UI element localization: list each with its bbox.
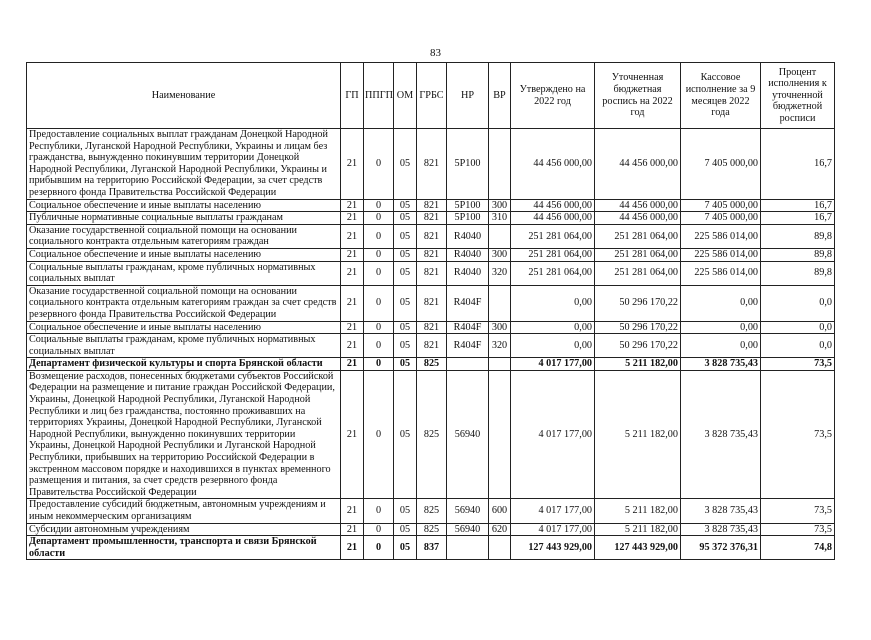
cell-pgp: 0 xyxy=(364,224,394,248)
cell-refined: 5 211 182,00 xyxy=(595,499,681,523)
cell-approved: 0,00 xyxy=(511,334,595,358)
cell-gp: 21 xyxy=(341,370,364,499)
cell-cash: 7 405 000,00 xyxy=(681,199,761,212)
cell-grbs: 825 xyxy=(417,499,447,523)
cell-refined: 44 456 000,00 xyxy=(595,212,681,225)
cell-cash: 3 828 735,43 xyxy=(681,370,761,499)
cell-approved: 44 456 000,00 xyxy=(511,212,595,225)
cell-name: Социальное обеспечение и иные выплаты населению xyxy=(27,199,341,212)
cell-refined: 251 281 064,00 xyxy=(595,261,681,285)
cell-pgp: 0 xyxy=(364,370,394,499)
cell-percent: 16,7 xyxy=(761,129,835,200)
cell-pgp: 0 xyxy=(364,199,394,212)
cell-cash: 95 372 376,31 xyxy=(681,536,761,560)
cell-vr xyxy=(489,285,511,321)
cell-cash: 225 586 014,00 xyxy=(681,261,761,285)
cell-vr: 300 xyxy=(489,248,511,261)
col-header-pgp: ППГП xyxy=(364,63,394,129)
cell-vr: 320 xyxy=(489,261,511,285)
cell-grbs: 821 xyxy=(417,199,447,212)
cell-grbs: 821 xyxy=(417,224,447,248)
cell-vr: 320 xyxy=(489,334,511,358)
cell-pgp: 0 xyxy=(364,129,394,200)
cell-percent: 73,5 xyxy=(761,358,835,371)
cell-nr: R404F xyxy=(447,334,489,358)
cell-nr: R4040 xyxy=(447,261,489,285)
cell-vr: 600 xyxy=(489,499,511,523)
cell-gp: 21 xyxy=(341,212,364,225)
cell-cash: 3 828 735,43 xyxy=(681,499,761,523)
cell-vr xyxy=(489,129,511,200)
cell-nr: 56940 xyxy=(447,370,489,499)
cell-gp: 21 xyxy=(341,129,364,200)
table-row xyxy=(27,321,835,334)
cell-approved: 4 017 177,00 xyxy=(511,370,595,499)
cell-refined: 251 281 064,00 xyxy=(595,224,681,248)
cell-cash: 225 586 014,00 xyxy=(681,248,761,261)
cell-approved: 4 017 177,00 xyxy=(511,358,595,371)
cell-gp: 21 xyxy=(341,334,364,358)
cell-name: Социальные выплаты гражданам, кроме публичных нормативных социальных выплат xyxy=(27,261,341,285)
cell-vr: 310 xyxy=(489,212,511,225)
cell-pgp: 0 xyxy=(364,523,394,536)
cell-om: 05 xyxy=(394,358,417,371)
cell-grbs: 821 xyxy=(417,321,447,334)
cell-grbs: 825 xyxy=(417,370,447,499)
cell-vr xyxy=(489,358,511,371)
cell-refined: 50 296 170,22 xyxy=(595,285,681,321)
cell-name: Департамент промышленности, транспорта и связи Брянской области xyxy=(27,536,341,560)
cell-name: Предоставление субсидий бюджетным, автономным учреждениям и иным некоммерческим организациям xyxy=(27,499,341,523)
cell-approved: 44 456 000,00 xyxy=(511,199,595,212)
cell-pgp: 0 xyxy=(364,358,394,371)
cell-name: Оказание государственной социальной помощи на основании социального контракта отдельным категориям граждан xyxy=(27,224,341,248)
cell-grbs: 821 xyxy=(417,129,447,200)
cell-percent: 0,0 xyxy=(761,334,835,358)
cell-nr: 56940 xyxy=(447,523,489,536)
cell-om: 05 xyxy=(394,224,417,248)
cell-percent: 73,5 xyxy=(761,523,835,536)
cell-vr: 620 xyxy=(489,523,511,536)
cell-percent: 89,8 xyxy=(761,261,835,285)
cell-percent: 16,7 xyxy=(761,199,835,212)
table-row xyxy=(27,285,835,321)
cell-gp: 21 xyxy=(341,224,364,248)
cell-pgp: 0 xyxy=(364,212,394,225)
cell-grbs: 837 xyxy=(417,536,447,560)
cell-refined: 44 456 000,00 xyxy=(595,199,681,212)
cell-percent: 73,5 xyxy=(761,499,835,523)
cell-vr xyxy=(489,224,511,248)
col-header-percent: Процент исполнения к уточненной бюджетной росписи xyxy=(761,63,835,129)
cell-om: 05 xyxy=(394,199,417,212)
table-row xyxy=(27,261,835,285)
cell-name: Публичные нормативные социальные выплаты гражданам xyxy=(27,212,341,225)
cell-grbs: 825 xyxy=(417,358,447,371)
cell-percent: 74,8 xyxy=(761,536,835,560)
cell-grbs: 825 xyxy=(417,523,447,536)
table-row xyxy=(27,212,835,225)
cell-percent: 89,8 xyxy=(761,224,835,248)
cell-percent: 0,0 xyxy=(761,321,835,334)
cell-cash: 0,00 xyxy=(681,334,761,358)
cell-gp: 21 xyxy=(341,261,364,285)
col-header-nr: НР xyxy=(447,63,489,129)
cell-approved: 0,00 xyxy=(511,321,595,334)
table-row xyxy=(27,248,835,261)
cell-approved: 4 017 177,00 xyxy=(511,523,595,536)
page-number: 83 xyxy=(430,47,441,59)
cell-percent: 16,7 xyxy=(761,212,835,225)
cell-nr: R404F xyxy=(447,321,489,334)
cell-approved: 44 456 000,00 xyxy=(511,129,595,200)
cell-approved: 0,00 xyxy=(511,285,595,321)
cell-cash: 225 586 014,00 xyxy=(681,224,761,248)
cell-name: Социальные выплаты гражданам, кроме публичных нормативных социальных выплат xyxy=(27,334,341,358)
cell-om: 05 xyxy=(394,285,417,321)
cell-refined: 44 456 000,00 xyxy=(595,129,681,200)
cell-om: 05 xyxy=(394,248,417,261)
cell-gp: 21 xyxy=(341,321,364,334)
cell-pgp: 0 xyxy=(364,248,394,261)
cell-name: Социальное обеспечение и иные выплаты населению xyxy=(27,248,341,261)
cell-vr: 300 xyxy=(489,199,511,212)
cell-om: 05 xyxy=(394,212,417,225)
col-header-refined: Уточненная бюджетная роспись на 2022 год xyxy=(595,63,681,129)
cell-nr: 5Р100 xyxy=(447,212,489,225)
budget-table xyxy=(26,62,835,560)
cell-om: 05 xyxy=(394,370,417,499)
table-row xyxy=(27,129,835,200)
cell-nr xyxy=(447,536,489,560)
cell-om: 05 xyxy=(394,536,417,560)
cell-gp: 21 xyxy=(341,536,364,560)
cell-grbs: 821 xyxy=(417,248,447,261)
cell-nr: 5Р100 xyxy=(447,129,489,200)
cell-refined: 251 281 064,00 xyxy=(595,248,681,261)
cell-grbs: 821 xyxy=(417,261,447,285)
cell-approved: 251 281 064,00 xyxy=(511,261,595,285)
cell-nr: 56940 xyxy=(447,499,489,523)
table-row xyxy=(27,199,835,212)
cell-gp: 21 xyxy=(341,499,364,523)
cell-name: Субсидии автономным учреждениям xyxy=(27,523,341,536)
table-row xyxy=(27,224,835,248)
table-row-department xyxy=(27,536,835,560)
cell-pgp: 0 xyxy=(364,536,394,560)
cell-pgp: 0 xyxy=(364,285,394,321)
cell-gp: 21 xyxy=(341,248,364,261)
col-header-gp: ГП xyxy=(341,63,364,129)
cell-gp: 21 xyxy=(341,199,364,212)
cell-approved: 127 443 929,00 xyxy=(511,536,595,560)
cell-nr: R4040 xyxy=(447,248,489,261)
cell-pgp: 0 xyxy=(364,499,394,523)
col-header-grbs: ГРБС xyxy=(417,63,447,129)
col-header-name: Наименование xyxy=(27,63,341,129)
cell-name: Социальное обеспечение и иные выплаты населению xyxy=(27,321,341,334)
cell-nr: R404F xyxy=(447,285,489,321)
cell-approved: 251 281 064,00 xyxy=(511,224,595,248)
cell-pgp: 0 xyxy=(364,261,394,285)
cell-name: Возмещение расходов, понесенных бюджетами субъектов Российской Федерации на размещение и питание граждан Российской Федерации, Украины, Донецкой Народной Республики, Луганской Народной Республики и лиц без гражданства, постоянно проживавших на территориях Украины, Донецкой Народной Республики, Луганской Народной Республики, вынужденно покинувших территории Украины, Донецкой Народной Республики и Луганской Народной Республики, прибывших на территорию Российской Федерации в экстренном массовом порядке и находившихся в пунктах временного размещения и питания, за счет средств резервного фонда Правительства Российской Федерации xyxy=(27,370,341,499)
cell-om: 05 xyxy=(394,321,417,334)
table-row xyxy=(27,334,835,358)
cell-pgp: 0 xyxy=(364,334,394,358)
cell-percent: 0,0 xyxy=(761,285,835,321)
table-row-department xyxy=(27,358,835,371)
cell-gp: 21 xyxy=(341,523,364,536)
cell-cash: 0,00 xyxy=(681,285,761,321)
table-header xyxy=(27,63,835,129)
cell-gp: 21 xyxy=(341,285,364,321)
cell-pgp: 0 xyxy=(364,321,394,334)
cell-percent: 89,8 xyxy=(761,248,835,261)
table-row xyxy=(27,370,835,499)
cell-refined: 127 443 929,00 xyxy=(595,536,681,560)
cell-refined: 5 211 182,00 xyxy=(595,358,681,371)
cell-refined: 50 296 170,22 xyxy=(595,334,681,358)
cell-grbs: 821 xyxy=(417,334,447,358)
cell-cash: 3 828 735,43 xyxy=(681,358,761,371)
cell-om: 05 xyxy=(394,523,417,536)
cell-om: 05 xyxy=(394,334,417,358)
cell-vr xyxy=(489,370,511,499)
cell-cash: 7 405 000,00 xyxy=(681,212,761,225)
cell-refined: 5 211 182,00 xyxy=(595,523,681,536)
cell-approved: 251 281 064,00 xyxy=(511,248,595,261)
cell-approved: 4 017 177,00 xyxy=(511,499,595,523)
cell-om: 05 xyxy=(394,261,417,285)
cell-name: Оказание государственной социальной помощи на основании социального контракта отдельным категориям граждан за счет средств резервного фонда Правительства Российской Федерации xyxy=(27,285,341,321)
col-header-vr: ВР xyxy=(489,63,511,129)
cell-om: 05 xyxy=(394,129,417,200)
cell-name: Предоставление социальных выплат гражданам Донецкой Народной Республики, Луганской Народной Республики, Украины и лицам без гражданства, вынужденно покинувшим территории Донецкой Народной Республики, Луганской Народной Республики, Украины и прибывшим на территорию Российской Федерации, за счет средств резервного фонда Правительства Российской Федерации xyxy=(27,129,341,200)
cell-cash: 7 405 000,00 xyxy=(681,129,761,200)
col-header-approved: Утверждено на 2022 год xyxy=(511,63,595,129)
cell-grbs: 821 xyxy=(417,212,447,225)
table-body xyxy=(27,129,835,560)
cell-percent: 73,5 xyxy=(761,370,835,499)
cell-nr xyxy=(447,358,489,371)
table-row xyxy=(27,499,835,523)
cell-vr: 300 xyxy=(489,321,511,334)
cell-name: Департамент физической культуры и спорта Брянской области xyxy=(27,358,341,371)
cell-cash: 0,00 xyxy=(681,321,761,334)
cell-refined: 5 211 182,00 xyxy=(595,370,681,499)
cell-grbs: 821 xyxy=(417,285,447,321)
cell-vr xyxy=(489,536,511,560)
cell-cash: 3 828 735,43 xyxy=(681,523,761,536)
col-header-om: ОМ xyxy=(394,63,417,129)
cell-om: 05 xyxy=(394,499,417,523)
cell-nr: R4040 xyxy=(447,224,489,248)
cell-gp: 21 xyxy=(341,358,364,371)
cell-refined: 50 296 170,22 xyxy=(595,321,681,334)
col-header-cash: Кассовое исполнение за 9 месяцев 2022 года xyxy=(681,63,761,129)
table-row xyxy=(27,523,835,536)
cell-nr: 5Р100 xyxy=(447,199,489,212)
